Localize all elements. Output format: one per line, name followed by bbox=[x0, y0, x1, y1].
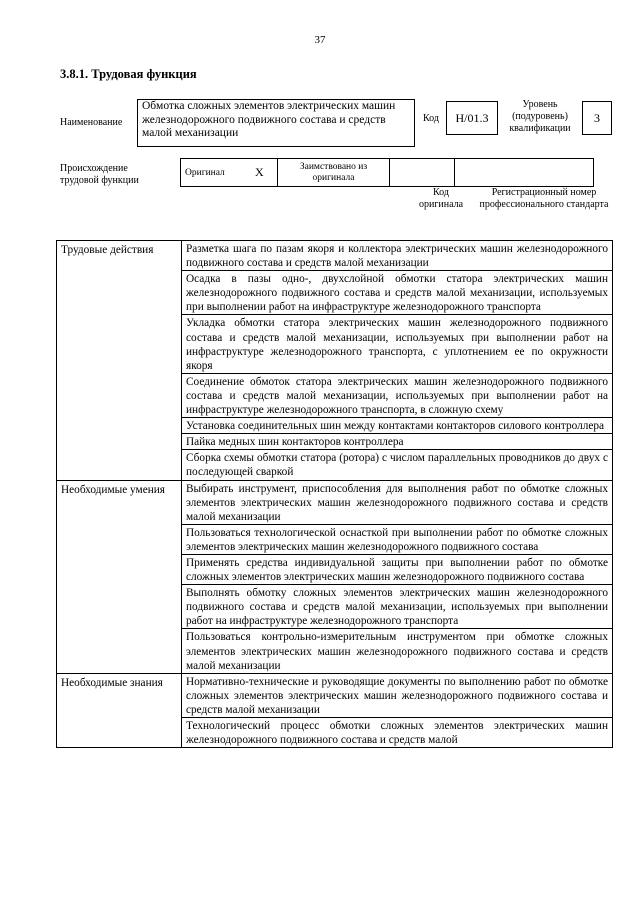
section-item: Соединение обмоток статора электрических машин железнодорожного подвижного состава и средств малой механизации, используемых при выполнении работ на инфраструктуре железнодорожного транспорта, в сложную схему bbox=[182, 373, 613, 417]
code-caption: Код оригинала bbox=[418, 187, 464, 210]
section-item: Применять средства индивидуальной защиты при выполнении работ по обмотке сложных элементов электрических машин железнодорожного подвижного состава bbox=[182, 554, 613, 584]
section-category: Трудовые действия bbox=[57, 241, 182, 481]
reg-caption: Регистрационный номер профессионального стандарта bbox=[479, 187, 609, 210]
section-item: Пользоваться контрольно-измерительным инструментом при обмотке сложных элементов электрических машин железнодорожного подвижного состава и средств малой механизации bbox=[182, 629, 613, 673]
original-mark: X bbox=[251, 159, 278, 187]
section-category: Необходимые умения bbox=[57, 480, 182, 673]
section-item: Пайка медных шин контакторов контроллера bbox=[182, 434, 613, 450]
section-item: Выбирать инструмент, приспособления для выполнения работ по обмотке сложных элементов электрических машин железнодорожного подвижного состава и средств малой механизации bbox=[182, 480, 613, 524]
code-label: Код bbox=[423, 113, 439, 124]
section-item: Осадка в пазы одно-, двухслойной обмотки статора электрических машин железнодорожного подвижного состава и средств малой механизации, используемых при выполнении работ на инфраструктуре железнодорожного транспорта bbox=[182, 271, 613, 315]
name-label: Наименование bbox=[60, 117, 123, 128]
origin-code-cell bbox=[390, 159, 455, 187]
origin-table bbox=[180, 158, 594, 187]
section-item: Сборка схемы обмотки статора (ротора) с числом параллельных проводников до двух с последующей сваркой bbox=[182, 450, 613, 480]
code-value: H/01.3 bbox=[446, 101, 498, 135]
level-value: 3 bbox=[582, 101, 612, 135]
section-category: Необходимые знания bbox=[57, 673, 182, 747]
section-item: Нормативно-технические и руководящие документы по выполнению работ по обмотке сложных элементов электрических машин железнодорожного подвижного состава и средств малой механизации bbox=[182, 673, 613, 717]
table-row bbox=[57, 241, 613, 271]
original-label: Оригинал bbox=[181, 159, 252, 187]
page-number: 37 bbox=[314, 34, 326, 46]
section-item: Выполнять обмотку сложных элементов электрических машин железнодорожного подвижного состава и средств малой механизации, используемых при выполнении работ на инфраструктуре железнодорожного транспорта bbox=[182, 585, 613, 629]
section-item: Технологический процесс обмотки сложных элементов электрических машин железнодорожного подвижного состава и средств малой bbox=[182, 718, 613, 748]
labor-function-table bbox=[56, 240, 613, 748]
section-title: 3.8.1. Трудовая функция bbox=[60, 67, 197, 81]
origin-label: Происхождение трудовой функции bbox=[60, 163, 139, 186]
section-item: Установка соединительных шин между контактами контакторов силового контроллера bbox=[182, 418, 613, 434]
section-item: Укладка обмотки статора электрических машин железнодорожного подвижного состава и средств малой механизации, используемых при выполнении работ на инфраструктуре железнодорожного транспорта, с уплотнением ее по окружности якоря bbox=[182, 315, 613, 373]
borrowed-label: Заимствовано из оригинала bbox=[278, 159, 390, 187]
name-value: Обмотка сложных элементов электрических машин железнодорожного подвижного состава и средств малой механизации bbox=[137, 99, 415, 147]
section-item: Пользоваться технологической оснасткой при выполнении работ по обмотке сложных элементов электрических машин железнодорожного подвижного состава bbox=[182, 524, 613, 554]
origin-reg-cell bbox=[455, 159, 594, 187]
page-bottom-margin bbox=[0, 855, 640, 916]
level-label: Уровень (подуровень) квалификации bbox=[509, 99, 571, 134]
table-row bbox=[57, 673, 613, 717]
table-row bbox=[57, 480, 613, 524]
section-item: Разметка шага по пазам якоря и коллектора электрических машин железнодорожного подвижного состава и средств малой механизации bbox=[182, 241, 613, 271]
